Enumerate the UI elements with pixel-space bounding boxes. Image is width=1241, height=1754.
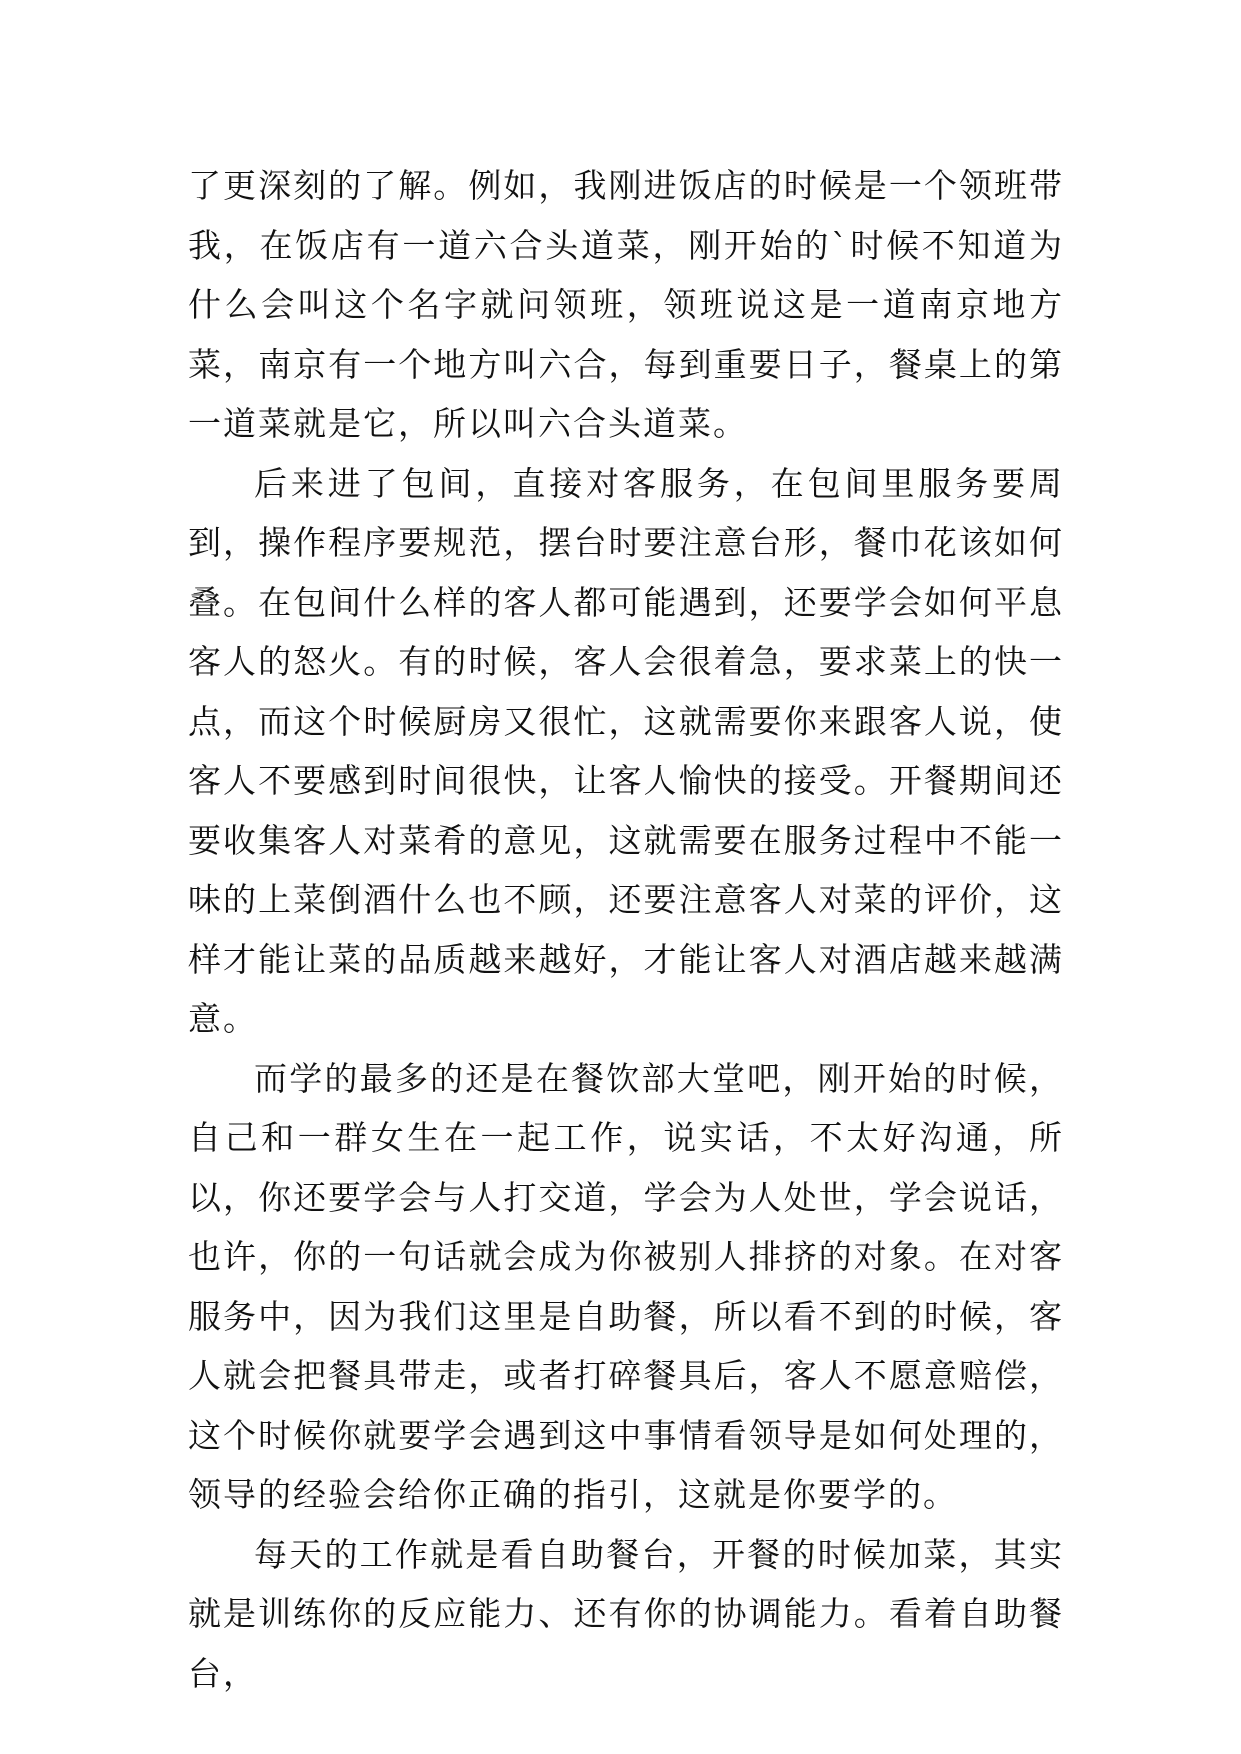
paragraph-1: 了更深刻的了解。例如，我刚进饭店的时候是一个领班带我，在饭店有一道六合头道菜，刚开始的`时候不知道为什么会叫这个名字就问领班，领班说这是一道南京地方菜，南京有一个地方叫六合，每到重要日子，餐桌上的第一道菜就是它，所以叫六合头道菜。 (188, 166, 1064, 443)
document-body (188, 156, 1064, 1703)
paragraph-2: 后来进了包间，直接对客服务，在包间里服务要周到，操作程序要规范，摆台时要注意台形，餐巾花该如何叠。在包间什么样的客人都可能遇到，还要学会如何平息客人的怒火。有的时候，客人会很着急，要求菜上的快一点，而这个时候厨房又很忙，这就需要你来跟客人说，使客人不要感到时间很快，让客人愉快的接受。开餐期间还要收集客人对菜肴的意见，这就需要在服务过程中不能一味的上菜倒酒什么也不顾，还要注意客人对菜的评价，这样才能让菜的品质越来越好，才能让客人对酒店越来越满意。 (188, 463, 1064, 1038)
paragraph-3: 而学的最多的还是在餐饮部大堂吧，刚开始的时候，自己和一群女生在一起工作，说实话，不太好沟通，所以，你还要学会与人打交道，学会为人处世，学会说话，也许，你的一句话就会成为你被别人排挤的对象。在对客服务中，因为我们这里是自助餐，所以看不到的时候，客人就会把餐具带走，或者打碎餐具后，客人不愿意赔偿，这个时候你就要学会遇到这中事情看领导是如何处理的，领导的经验会给你正确的指引，这就是你要学的。 (188, 1058, 1064, 1514)
paragraph-4: 每天的工作就是看自助餐台，开餐的时候加菜，其实就是训练你的反应能力、还有你的协调能力。看着自助餐台， (188, 1534, 1064, 1693)
